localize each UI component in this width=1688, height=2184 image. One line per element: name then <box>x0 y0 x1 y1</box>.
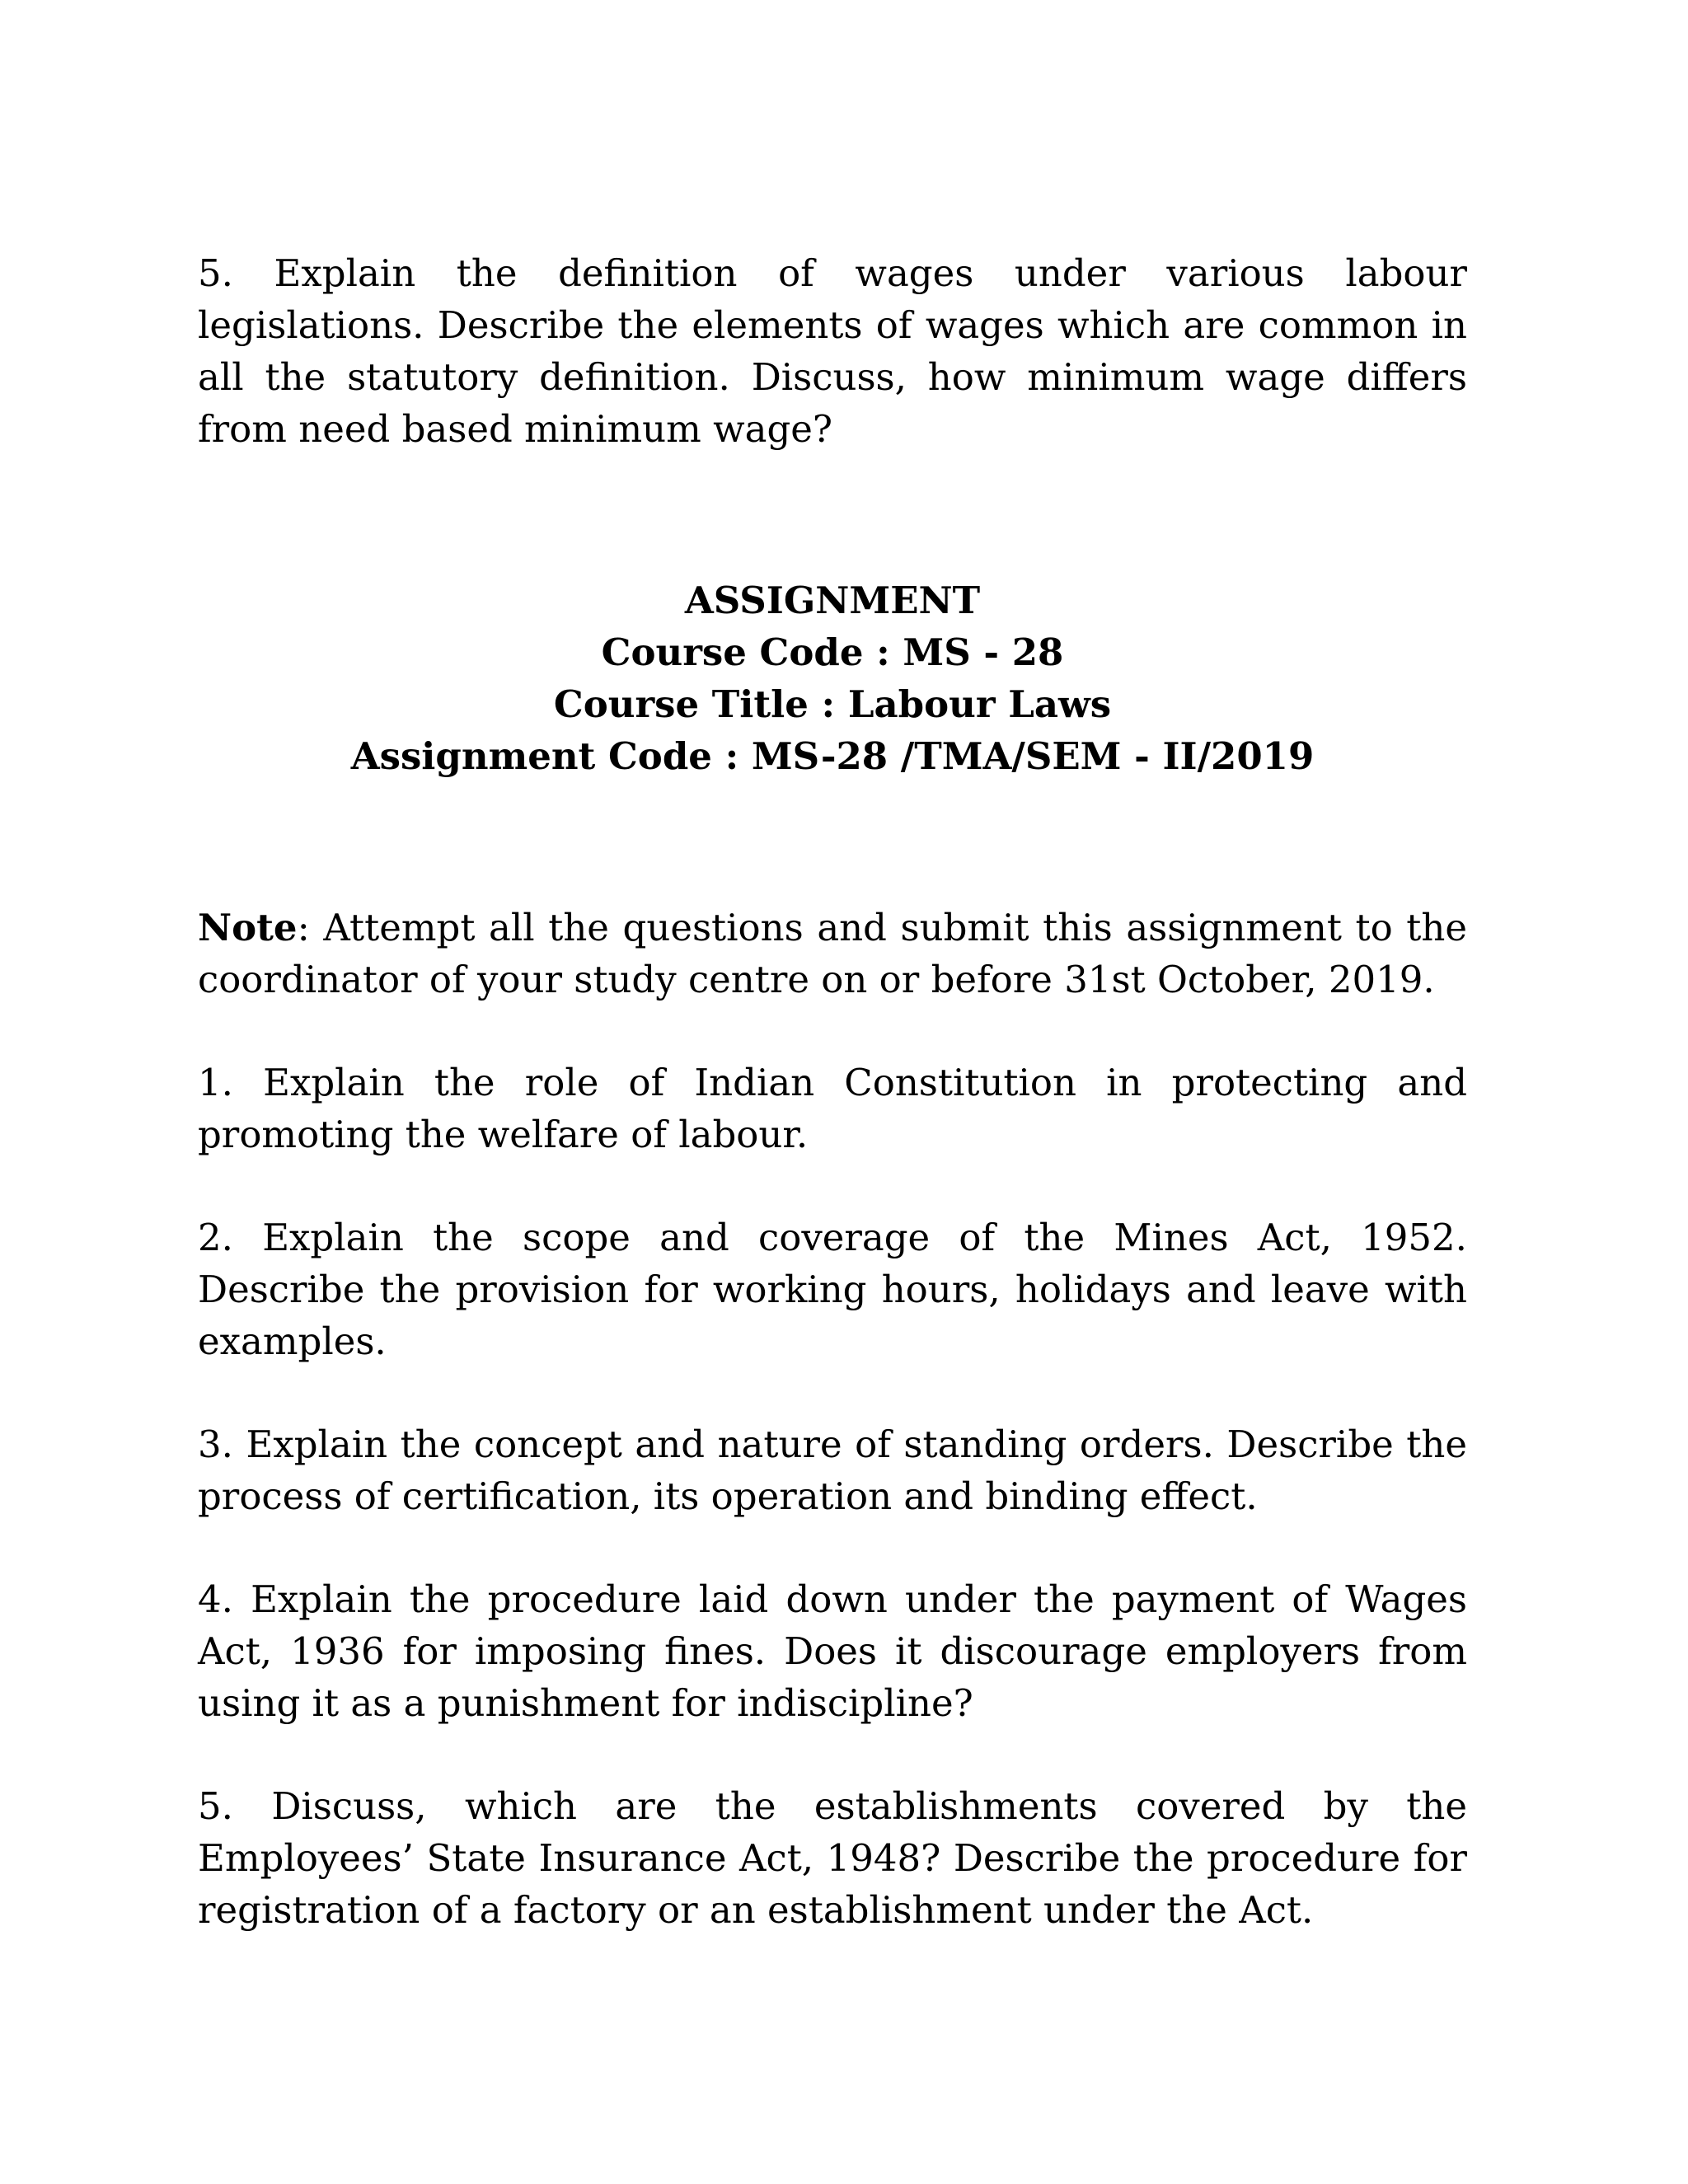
question-number: 1. <box>198 1061 233 1104</box>
question-text: Discuss, which are the establishments covered by the Employees’ State Insurance Act, 1948? Describe the procedure for registration of a factory or an establishment under the Act. <box>198 1784 1467 1932</box>
question-5 <box>198 1780 1467 1936</box>
question-3 <box>198 1418 1467 1522</box>
assignment-code: Assignment Code : MS-28 /TMA/SEM - II/2019 <box>350 734 1315 778</box>
top-question <box>198 247 1467 455</box>
question-number: 2. <box>198 1216 233 1259</box>
question-number: 4. <box>198 1577 233 1621</box>
assignment-heading <box>198 574 1467 782</box>
assignment-title: ASSIGNMENT <box>684 579 981 622</box>
question-text: Explain the scope and coverage of the Mines Act, 1952. Describe the provision for working hours, holidays and leave with examples. <box>198 1216 1467 1363</box>
question-number: 5. <box>198 1784 233 1828</box>
course-code: Course Code : MS - 28 <box>601 630 1064 674</box>
question-4 <box>198 1573 1467 1729</box>
document-content <box>198 247 1467 1936</box>
note-text: : Attempt all the questions and submit this assignment to the coordinator of your study centre on or before 31st October, 2019. <box>198 906 1467 1001</box>
question-text: Explain the concept and nature of standing orders. Describe the process of certification, its operation and binding effect. <box>198 1422 1467 1518</box>
question-2 <box>198 1212 1467 1367</box>
note-paragraph <box>198 902 1467 1005</box>
question-text: Explain the procedure laid down under the payment of Wages Act, 1936 for imposing fines. Does it discourage employers from using it as a punishment for indiscipline? <box>198 1577 1467 1725</box>
note-label: Note <box>198 906 298 949</box>
question-text: Explain the definition of wages under various labour legislations. Describe the elements of wages which are common in all the statutory definition. Discuss, how minimum wage differs from need based minimum wage? <box>198 251 1467 451</box>
course-title: Course Title : Labour Laws <box>553 682 1112 726</box>
question-number: 3. <box>198 1422 233 1466</box>
question-text: Explain the role of Indian Constitution in protecting and promoting the welfare of labour. <box>198 1061 1467 1156</box>
question-number: 5. <box>198 251 233 295</box>
question-1 <box>198 1057 1467 1160</box>
